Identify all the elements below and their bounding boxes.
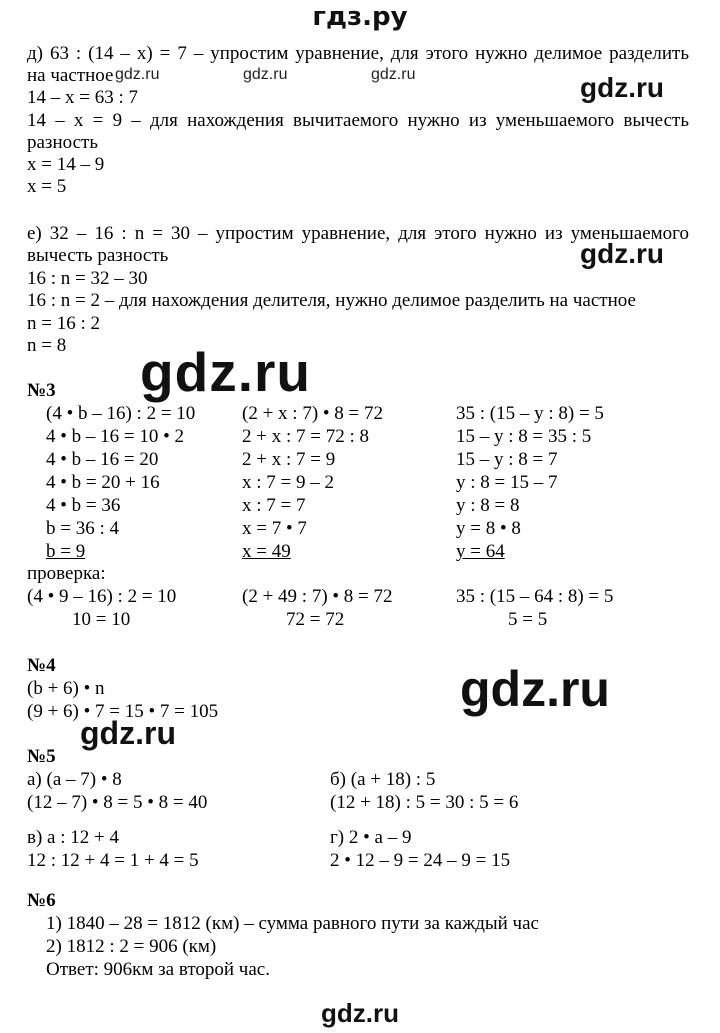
watermark-small-1: gdz.ru xyxy=(115,66,160,83)
site-title: гдз.ру xyxy=(312,2,408,32)
task3-col2-row4: x : 7 = 9 – 2 xyxy=(242,472,334,493)
task3-check1-line2: 10 = 10 xyxy=(72,609,131,630)
task5-v-line-2: 12 : 12 + 4 = 1 + 4 = 5 xyxy=(27,850,199,871)
task5-heading: №5 xyxy=(27,746,56,767)
task3-col3-row2: 15 – y : 8 = 35 : 5 xyxy=(456,426,592,447)
part-e-line-1: е) 32 – 16 : n = 30 – упростим уравнение, для этого нужно из уменьшаемого xyxy=(27,223,689,244)
task3-check-label: проверка: xyxy=(27,563,106,584)
task5-a-line-1: а) (a – 7) • 8 xyxy=(27,769,122,790)
task5-g-line-2: 2 • 12 – 9 = 24 – 9 = 15 xyxy=(330,850,511,871)
task3-check1-line1: (4 • 9 – 16) : 2 = 10 xyxy=(27,586,177,607)
task5-g-line-1: г) 2 • a – 9 xyxy=(330,827,412,848)
task3-col1-row1: (4 • b – 16) : 2 = 10 xyxy=(46,403,196,424)
task6-line-3: Ответ: 906км за второй час. xyxy=(46,959,270,980)
task3-col3-row1: 35 : (15 – y : 8) = 5 xyxy=(456,403,604,424)
part-e-line-3: 16 : n = 32 – 30 xyxy=(27,268,148,289)
task3-col2-row3: 2 + x : 7 = 9 xyxy=(242,449,336,470)
part-d-line-3: 14 – x = 63 : 7 xyxy=(27,87,138,108)
task3-col1-row5: 4 • b = 36 xyxy=(46,495,121,516)
task5-a-line-2: (12 – 7) • 8 = 5 • 8 = 40 xyxy=(27,792,208,813)
task3-col3-row5: y : 8 = 8 xyxy=(456,495,520,516)
part-e-line-5: n = 16 : 2 xyxy=(27,313,100,334)
task3-check3-line1: 35 : (15 – 64 : 8) = 5 xyxy=(456,586,614,607)
task3-heading: №3 xyxy=(27,380,56,401)
part-e-line-6: n = 8 xyxy=(27,335,67,356)
task3-col2-row6: x = 7 • 7 xyxy=(242,518,307,539)
watermark-small-3: gdz.ru xyxy=(371,66,416,83)
task6-line-1: 1) 1840 – 28 = 1812 (км) – сумма равного пути за каждый час xyxy=(46,913,539,934)
watermark-small-2: gdz.ru xyxy=(243,66,288,83)
task3-col3-row3: 15 – y : 8 = 7 xyxy=(456,449,558,470)
watermark-right-2: gdz.ru xyxy=(580,238,664,269)
task3-col1-row2: 4 • b – 16 = 10 • 2 xyxy=(46,426,185,447)
task5-b-line-1: б) (a + 18) : 5 xyxy=(330,769,436,790)
task3-col2-answer: x = 49 xyxy=(242,541,291,562)
part-d-line-4: 14 – x = 9 – для нахождения вычитаемого нужно из уменьшаемого вычесть xyxy=(27,110,689,131)
task3-col3-answer: y = 64 xyxy=(456,541,505,562)
task3-col1-row4: 4 • b = 20 + 16 xyxy=(46,472,160,493)
part-d-line-6: x = 14 – 9 xyxy=(27,154,105,175)
watermark-footer: gdz.ru xyxy=(321,998,399,1028)
task3-col2-row5: x : 7 = 7 xyxy=(242,495,306,516)
task3-col1-answer: b = 9 xyxy=(46,541,86,562)
task5-v-line-1: в) a : 12 + 4 xyxy=(27,827,119,848)
part-d-line-7: x = 5 xyxy=(27,176,67,197)
task3-col3-row4: y : 8 = 15 – 7 xyxy=(456,472,558,493)
task3-check2-line1: (2 + 49 : 7) • 8 = 72 xyxy=(242,586,393,607)
task3-col1-row6: b = 36 : 4 xyxy=(46,518,119,539)
task3-check2-line2: 72 = 72 xyxy=(286,609,345,630)
task4-line-1: (b + 6) • n xyxy=(27,678,105,699)
task4-heading: №4 xyxy=(27,655,56,676)
task3-col2-row2: 2 + x : 7 = 72 : 8 xyxy=(242,426,369,447)
task6-line-2: 2) 1812 : 2 = 906 (км) xyxy=(46,936,217,957)
task4-line-2: (9 + 6) • 7 = 15 • 7 = 105 xyxy=(27,701,219,722)
task3-col2-row1: (2 + x : 7) • 8 = 72 xyxy=(242,403,384,424)
task5-b-line-2: (12 + 18) : 5 = 30 : 5 = 6 xyxy=(330,792,519,813)
part-d-line-2: на частное xyxy=(27,65,114,86)
part-e-line-2: вычесть разность xyxy=(27,245,169,266)
part-d-line-5: разность xyxy=(27,132,98,153)
watermark-big-center: gdz.ru xyxy=(140,341,311,403)
watermark-right-1: gdz.ru xyxy=(580,72,664,103)
watermark-big-right: gdz.ru xyxy=(460,661,610,717)
task3-col1-row3: 4 • b – 16 = 20 xyxy=(46,449,159,470)
task3-check3-line2: 5 = 5 xyxy=(508,609,548,630)
watermark-mid-left: gdz.ru xyxy=(80,715,176,751)
task6-heading: №6 xyxy=(27,890,56,911)
task3-col3-row6: y = 8 • 8 xyxy=(456,518,521,539)
part-d-line-1: д) 63 : (14 – x) = 7 – упростим уравнение, для этого нужно делимое разделить xyxy=(27,43,689,64)
part-e-line-4: 16 : n = 2 – для нахождения делителя, нужно делимое разделить на частное xyxy=(27,290,636,311)
